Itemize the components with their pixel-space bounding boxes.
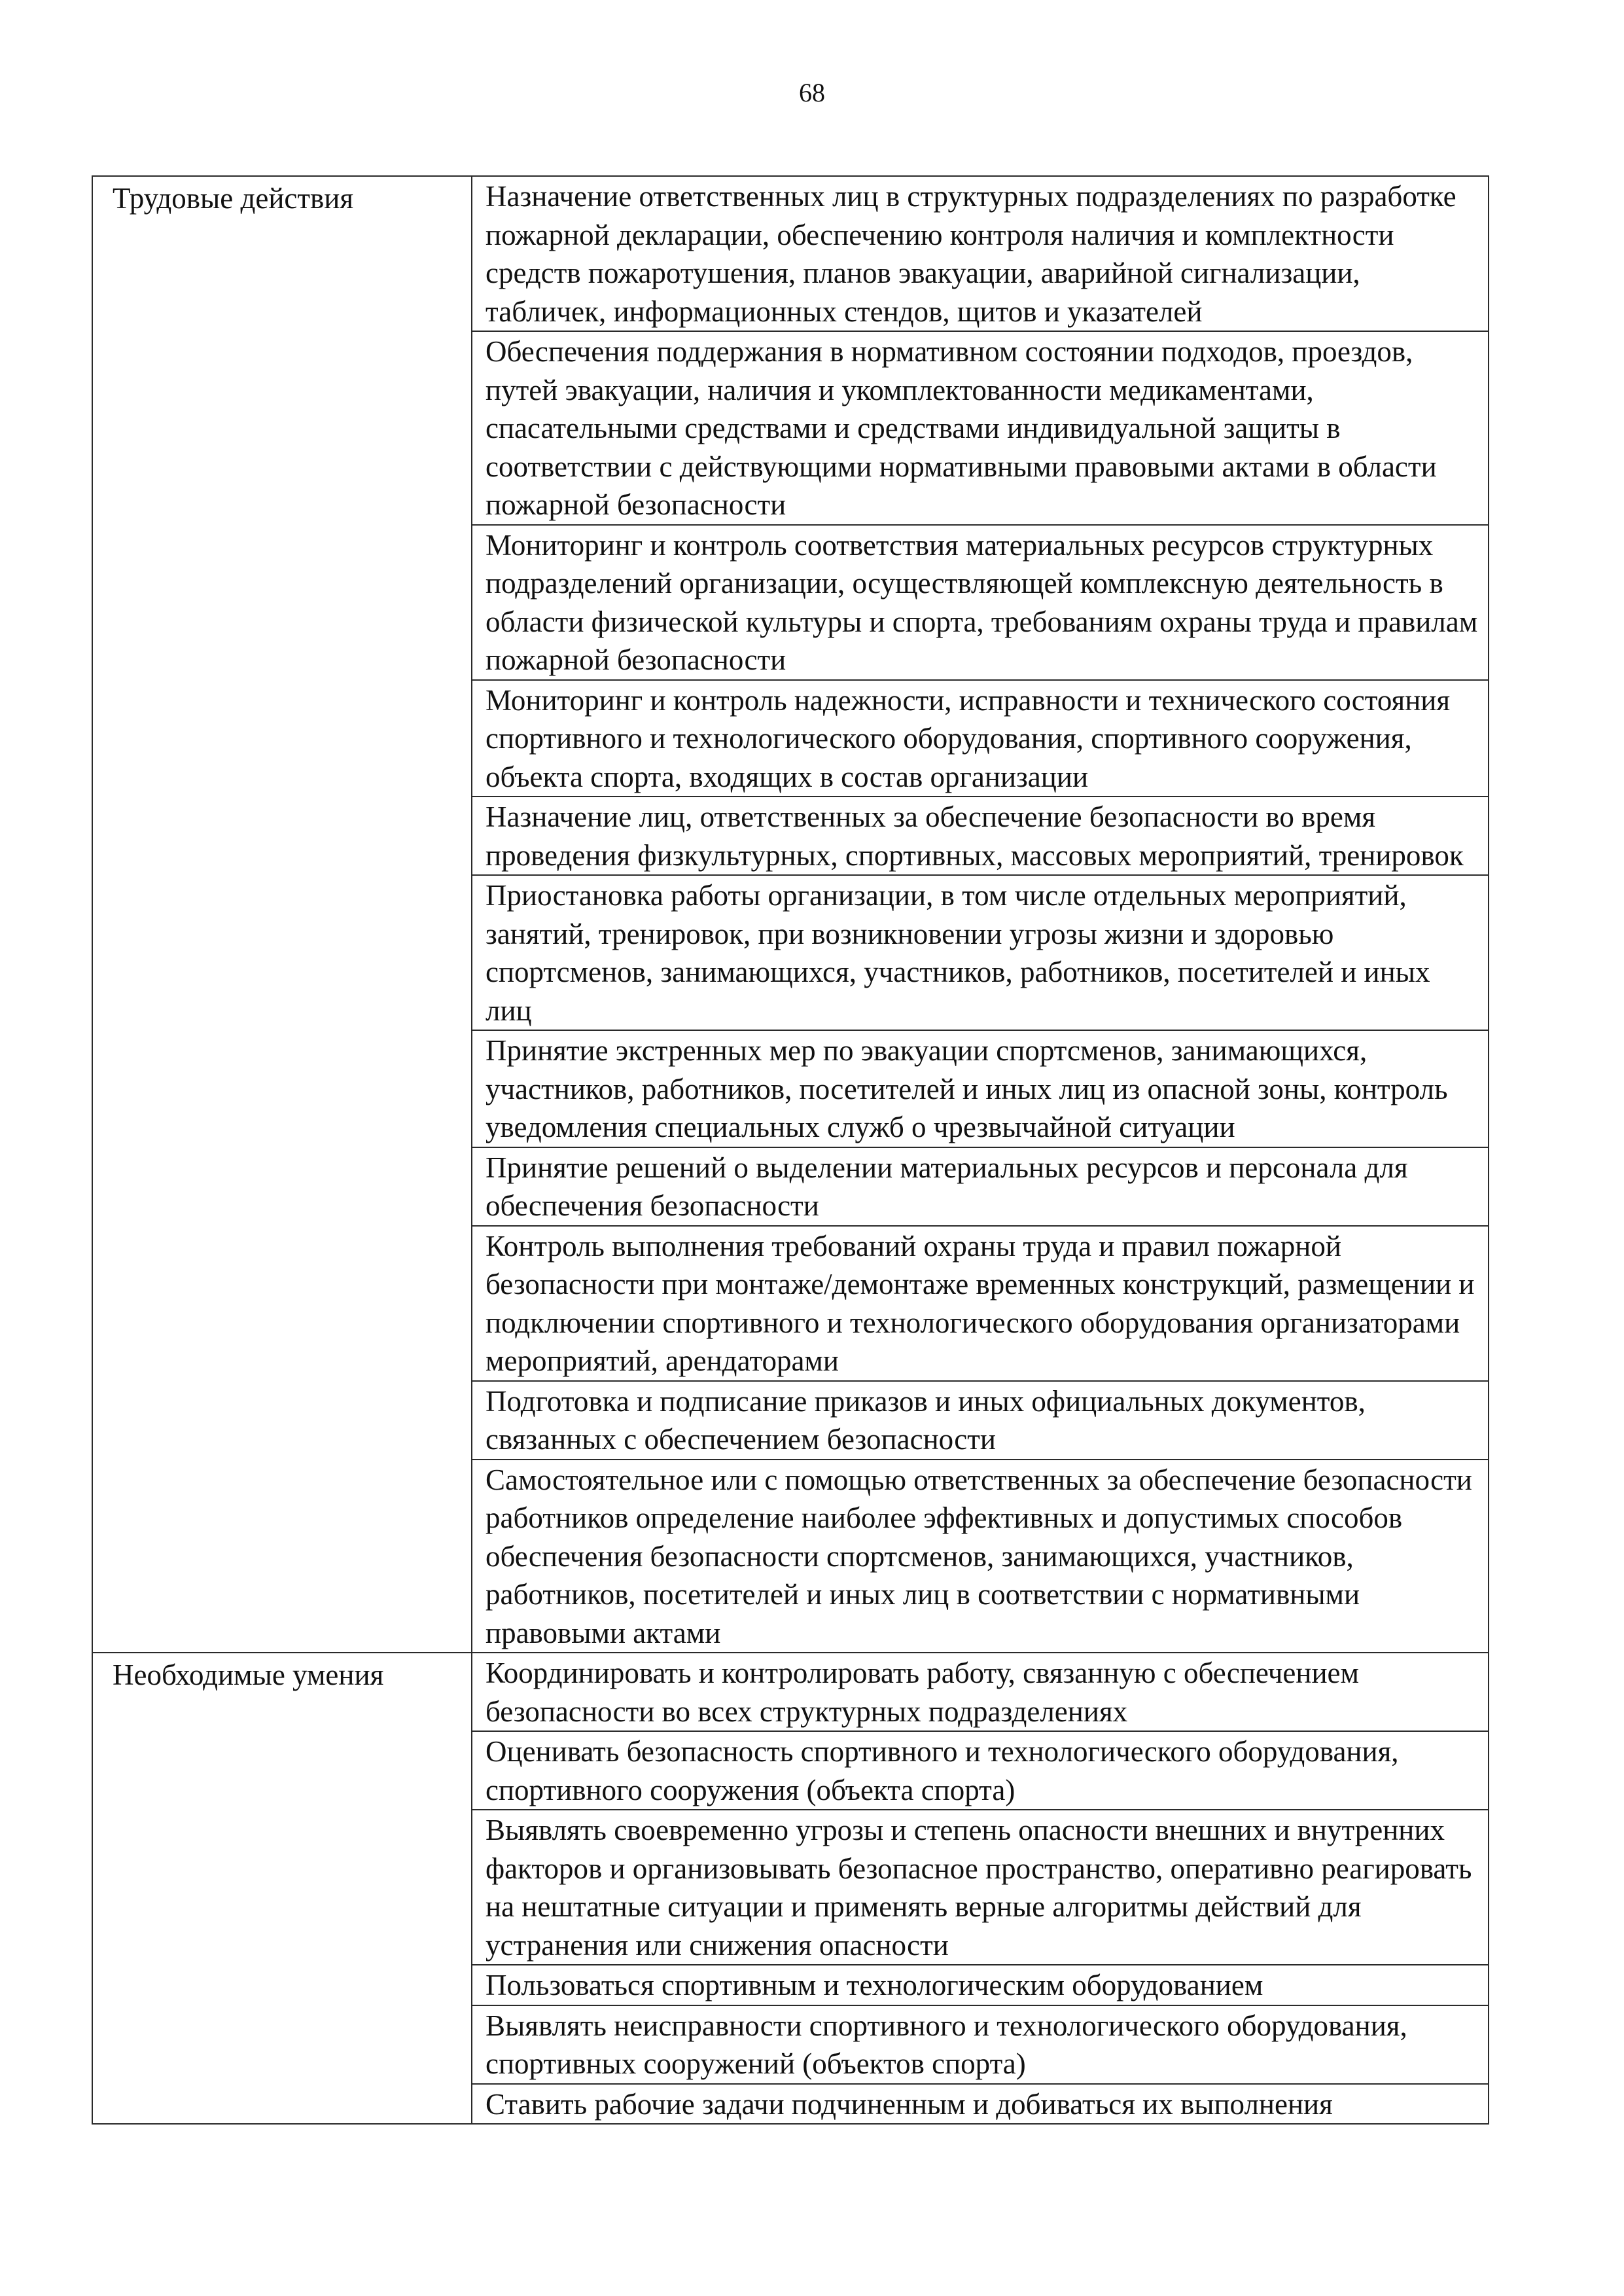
table-row [92,176,1489,331]
section-label-labor-actions: Трудовые действия [92,176,472,1653]
skill-item: Координировать и контролировать работу, связанную с обеспечением безопасности во всех структурных подразделениях [472,1653,1489,1731]
skill-item: Пользоваться спортивным и технологическим оборудованием [472,1965,1489,2005]
skill-item: Выявлять неисправности спортивного и технологического оборудования, спортивных сооружений (объектов спорта) [472,2005,1489,2084]
labor-action-item: Самостоятельное или с помощью ответственных за обеспечение безопасности работников определение наиболее эффективных и допустимых способов обеспечения безопасности спортсменов, занимающихся, участников, работников, посетителей и иных лиц в соответствии с нормативными правовыми актами [472,1460,1489,1653]
requirements-table [92,175,1489,2125]
labor-action-item: Принятие экстренных мер по эвакуации спортсменов, занимающихся, участников, работников, посетителей и иных лиц из опасной зоны, контроль уведомления специальных служб о чрезвычайной ситуации [472,1030,1489,1147]
labor-action-item: Принятие решений о выделении материальных ресурсов и персонала для обеспечения безопасности [472,1147,1489,1226]
page-number: 68 [799,78,825,107]
labor-action-item: Приостановка работы организации, в том числе отдельных мероприятий, занятий, тренировок, при возникновении угрозы жизни и здоровью спортсменов, занимающихся, участников, работников, посетителей и иных лиц [472,875,1489,1030]
labor-action-item: Мониторинг и контроль соответствия материальных ресурсов структурных подразделений организации, осуществляющей комплексную деятельность в области физической культуры и спорта, требованиям охраны труда и правилам пожарной безопасности [472,525,1489,680]
labor-action-item: Назначение ответственных лиц в структурных подразделениях по разработке пожарной декларации, обеспечению контроля наличия и комплектности средств пожаротушения, планов эвакуации, аварийной сигнализации, табличек, информационных стендов, щитов и указателей [472,176,1489,331]
labor-action-item: Контроль выполнения требований охраны труда и правил пожарной безопасности при монтаже/демонтаже временных конструкций, размещении и подключении спортивного и технологического оборудования организаторами мероприятий, арендаторами [472,1226,1489,1381]
section-label-required-skills: Необходимые умения [92,1653,472,2124]
labor-action-item: Подготовка и подписание приказов и иных официальных документов, связанных с обеспечением безопасности [472,1381,1489,1460]
table-row [92,1653,1489,1731]
skill-item: Ставить рабочие задачи подчиненным и добиваться их выполнения [472,2084,1489,2125]
labor-action-item: Мониторинг и контроль надежности, исправности и технического состояния спортивного и технологического оборудования, спортивного сооружения, объекта спорта, входящих в состав организации [472,680,1489,797]
skill-item: Оценивать безопасность спортивного и технологического оборудования, спортивного сооружения (объекта спорта) [472,1731,1489,1810]
labor-action-item: Обеспечения поддержания в нормативном состоянии подходов, проездов, путей эвакуации, наличия и укомплектованности медикаментами, спасательными средствами и средствами индивидуальной защиты в соответствии с действующими нормативными правовыми актами в области пожарной безопасности [472,331,1489,525]
labor-action-item: Назначение лиц, ответственных за обеспечение безопасности во время проведения физкультурных, спортивных, массовых мероприятий, тренировок [472,797,1489,875]
skill-item: Выявлять своевременно угрозы и степень опасности внешних и внутренних факторов и организовывать безопасное пространство, оперативно реагировать на нештатные ситуации и применять верные алгоритмы действий для устранения или снижения опасности [472,1810,1489,1965]
